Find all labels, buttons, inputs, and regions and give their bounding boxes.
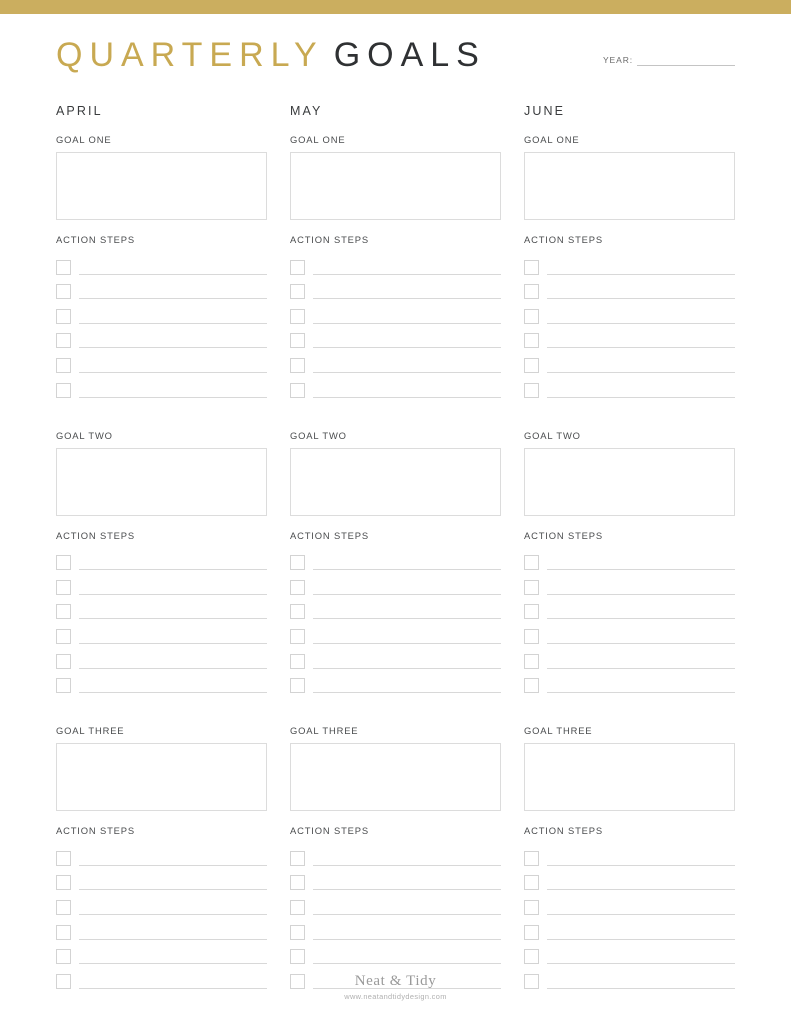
goal-input-box[interactable] [524, 743, 735, 811]
action-step-row [56, 843, 267, 868]
action-step-input-line[interactable] [79, 569, 267, 570]
action-step-row [290, 892, 501, 917]
action-step-row [524, 548, 735, 573]
action-step-row [524, 375, 735, 400]
checkbox-icon[interactable] [56, 358, 71, 373]
action-step-row [56, 277, 267, 302]
checkbox-icon[interactable] [290, 580, 305, 595]
action-step-input-line[interactable] [79, 397, 267, 398]
action-step-row [290, 572, 501, 597]
action-step-row [524, 597, 735, 622]
checkbox-icon[interactable] [56, 949, 71, 964]
checkbox-icon[interactable] [524, 333, 539, 348]
action-steps-label: ACTION STEPS [290, 529, 369, 541]
action-step-row [56, 646, 267, 671]
action-step-input-line[interactable] [79, 865, 267, 866]
action-step-row [290, 597, 501, 622]
action-step-input-line[interactable] [313, 397, 501, 398]
action-step-row [524, 942, 735, 967]
checkbox-icon[interactable] [290, 604, 305, 619]
action-step-input-line[interactable] [313, 347, 501, 348]
action-step-row [290, 843, 501, 868]
checkbox-icon[interactable] [290, 900, 305, 915]
action-step-row [56, 252, 267, 277]
action-step-row [56, 350, 267, 375]
action-step-row [290, 671, 501, 696]
action-steps-list [56, 252, 267, 400]
action-step-row [56, 942, 267, 967]
action-step-input-line[interactable] [547, 298, 735, 299]
action-step-input-line[interactable] [547, 274, 735, 275]
goal-input-box[interactable] [524, 448, 735, 516]
action-step-row [290, 277, 501, 302]
page-title-quarterly: QUARTERLY [56, 36, 324, 74]
checkbox-icon[interactable] [56, 284, 71, 299]
goal-input-box[interactable] [290, 448, 501, 516]
checkbox-icon[interactable] [524, 875, 539, 890]
action-steps-label: ACTION STEPS [290, 825, 369, 837]
action-step-row [290, 942, 501, 967]
goal-label: GOAL TWO [56, 429, 113, 441]
goal-block [524, 430, 735, 696]
goal-label: GOAL THREE [56, 725, 125, 737]
checkbox-icon[interactable] [56, 604, 71, 619]
checkbox-icon[interactable] [56, 260, 71, 275]
month-heading: JUNE [524, 104, 566, 118]
action-step-row [56, 597, 267, 622]
action-step-row [524, 621, 735, 646]
goal-block [524, 134, 735, 400]
action-step-row [56, 671, 267, 696]
checkbox-icon[interactable] [290, 555, 305, 570]
action-step-input-line[interactable] [547, 323, 735, 324]
action-step-input-line[interactable] [547, 914, 735, 915]
action-step-input-line[interactable] [79, 323, 267, 324]
checkbox-icon[interactable] [56, 383, 71, 398]
checkbox-icon[interactable] [524, 555, 539, 570]
action-steps-label: ACTION STEPS [524, 529, 603, 541]
action-step-input-line[interactable] [547, 347, 735, 348]
action-step-row [290, 646, 501, 671]
action-step-row [524, 301, 735, 326]
checkbox-icon[interactable] [56, 900, 71, 915]
action-step-row [524, 868, 735, 893]
action-step-input-line[interactable] [313, 643, 501, 644]
action-step-row [56, 868, 267, 893]
action-step-row [290, 326, 501, 351]
goal-block [56, 134, 267, 400]
action-step-input-line[interactable] [547, 618, 735, 619]
checkbox-icon[interactable] [524, 949, 539, 964]
checkbox-icon[interactable] [56, 851, 71, 866]
action-step-input-line[interactable] [313, 298, 501, 299]
checkbox-icon[interactable] [290, 260, 305, 275]
checkbox-icon[interactable] [290, 851, 305, 866]
action-step-input-line[interactable] [79, 594, 267, 595]
goal-label: GOAL TWO [524, 429, 581, 441]
checkbox-icon[interactable] [524, 260, 539, 275]
year-label: YEAR: [602, 55, 633, 65]
checkbox-icon[interactable] [524, 678, 539, 693]
year-field[interactable] [603, 55, 735, 66]
action-step-row [56, 892, 267, 917]
checkbox-icon[interactable] [56, 875, 71, 890]
action-step-input-line[interactable] [547, 668, 735, 669]
action-step-row [290, 548, 501, 573]
checkbox-icon[interactable] [290, 383, 305, 398]
action-step-input-line[interactable] [547, 372, 735, 373]
action-step-row [290, 252, 501, 277]
action-steps-label: ACTION STEPS [524, 234, 603, 245]
goal-block [524, 725, 735, 991]
goal-label: GOAL ONE [524, 134, 580, 145]
checkbox-icon[interactable] [524, 309, 539, 324]
action-step-input-line[interactable] [79, 889, 267, 890]
action-step-row [56, 326, 267, 351]
brand-url: www.neatandtidydesign.com [344, 992, 447, 1001]
goal-label: GOAL THREE [524, 725, 593, 737]
checkbox-icon[interactable] [524, 900, 539, 915]
year-input-line[interactable] [637, 65, 735, 66]
action-step-input-line[interactable] [313, 323, 501, 324]
action-steps-label: ACTION STEPS [56, 825, 135, 837]
month-column-april [56, 103, 267, 991]
action-steps-list [56, 548, 267, 696]
action-steps-list [56, 843, 267, 991]
checkbox-icon[interactable] [290, 309, 305, 324]
goal-input-box[interactable] [56, 448, 267, 516]
action-step-row [290, 917, 501, 942]
action-steps-list [290, 843, 501, 991]
action-step-row [56, 548, 267, 573]
action-step-input-line[interactable] [547, 397, 735, 398]
goal-input-box[interactable] [524, 152, 735, 220]
checkbox-icon[interactable] [56, 580, 71, 595]
action-step-input-line[interactable] [547, 963, 735, 964]
month-column-june [524, 103, 735, 991]
top-accent-bar [0, 0, 791, 14]
action-step-row [524, 277, 735, 302]
checkbox-icon[interactable] [56, 333, 71, 348]
action-step-row [56, 572, 267, 597]
action-step-row [56, 301, 267, 326]
action-step-row [56, 917, 267, 942]
action-step-input-line[interactable] [313, 963, 501, 964]
checkbox-icon[interactable] [524, 284, 539, 299]
goal-label: GOAL ONE [56, 134, 112, 145]
action-step-input-line[interactable] [313, 569, 501, 570]
action-step-row [524, 646, 735, 671]
action-step-input-line[interactable] [79, 963, 267, 964]
action-step-input-line[interactable] [79, 692, 267, 693]
goal-label: GOAL TWO [290, 429, 347, 441]
action-step-input-line[interactable] [313, 594, 501, 595]
action-step-row [524, 892, 735, 917]
goal-block [290, 725, 501, 991]
checkbox-icon[interactable] [56, 629, 71, 644]
action-step-input-line[interactable] [547, 692, 735, 693]
action-step-row [524, 671, 735, 696]
checkbox-icon[interactable] [290, 875, 305, 890]
action-step-row [524, 917, 735, 942]
action-step-input-line[interactable] [79, 668, 267, 669]
action-steps-list [524, 843, 735, 991]
checkbox-icon[interactable] [56, 925, 71, 940]
page-title-goals: GOALS [333, 36, 486, 74]
checkbox-icon[interactable] [524, 604, 539, 619]
action-steps-list [524, 252, 735, 400]
action-step-row [524, 252, 735, 277]
month-columns [56, 103, 735, 991]
action-step-input-line[interactable] [313, 618, 501, 619]
checkbox-icon[interactable] [524, 925, 539, 940]
action-step-row [524, 350, 735, 375]
goal-block [56, 430, 267, 696]
month-heading: MAY [290, 104, 323, 118]
brand-name: Neat & Tidy [354, 973, 437, 989]
action-step-input-line[interactable] [547, 594, 735, 595]
goal-input-box[interactable] [290, 743, 501, 811]
checkbox-icon[interactable] [524, 580, 539, 595]
action-step-row [524, 326, 735, 351]
action-step-input-line[interactable] [79, 914, 267, 915]
goal-label: GOAL ONE [290, 134, 346, 145]
action-steps-label: ACTION STEPS [290, 234, 369, 245]
goal-label: GOAL THREE [290, 725, 359, 737]
action-step-input-line[interactable] [79, 372, 267, 373]
action-steps-label: ACTION STEPS [56, 234, 135, 245]
checkbox-icon[interactable] [56, 678, 71, 693]
action-step-row [290, 621, 501, 646]
checkbox-icon[interactable] [290, 629, 305, 644]
month-column-may [290, 103, 501, 991]
checkbox-icon[interactable] [56, 309, 71, 324]
action-step-row [524, 843, 735, 868]
action-steps-list [524, 548, 735, 696]
action-steps-list [290, 548, 501, 696]
checkbox-icon[interactable] [290, 284, 305, 299]
checkbox-icon[interactable] [524, 851, 539, 866]
action-step-row [290, 868, 501, 893]
action-step-row [56, 621, 267, 646]
month-heading: APRIL [56, 104, 103, 118]
checkbox-icon[interactable] [290, 333, 305, 348]
page-footer [0, 972, 791, 1002]
checkbox-icon[interactable] [290, 654, 305, 669]
action-step-input-line[interactable] [547, 865, 735, 866]
checkbox-icon[interactable] [290, 949, 305, 964]
action-step-input-line[interactable] [79, 939, 267, 940]
checkbox-icon[interactable] [56, 555, 71, 570]
action-steps-list [290, 252, 501, 400]
checkbox-icon[interactable] [290, 678, 305, 693]
goal-block [290, 430, 501, 696]
action-step-input-line[interactable] [79, 618, 267, 619]
action-step-input-line[interactable] [79, 298, 267, 299]
page-header [56, 33, 735, 85]
action-step-row [290, 350, 501, 375]
action-step-input-line[interactable] [313, 889, 501, 890]
action-step-input-line[interactable] [313, 939, 501, 940]
action-step-row [290, 375, 501, 400]
checkbox-icon[interactable] [56, 654, 71, 669]
action-step-input-line[interactable] [313, 274, 501, 275]
checkbox-icon[interactable] [524, 358, 539, 373]
checkbox-icon[interactable] [524, 629, 539, 644]
checkbox-icon[interactable] [524, 383, 539, 398]
goal-block [290, 134, 501, 400]
goal-block [56, 725, 267, 991]
action-step-input-line[interactable] [313, 668, 501, 669]
goal-input-box[interactable] [290, 152, 501, 220]
action-step-input-line[interactable] [313, 692, 501, 693]
action-step-input-line[interactable] [313, 865, 501, 866]
action-step-input-line[interactable] [547, 889, 735, 890]
action-step-input-line[interactable] [547, 569, 735, 570]
action-step-input-line[interactable] [79, 347, 267, 348]
action-step-row [524, 572, 735, 597]
action-step-row [56, 375, 267, 400]
page-title [56, 33, 486, 77]
checkbox-icon[interactable] [290, 925, 305, 940]
action-step-row [290, 301, 501, 326]
action-steps-label: ACTION STEPS [56, 529, 135, 541]
checkbox-icon[interactable] [290, 358, 305, 373]
action-step-input-line[interactable] [547, 643, 735, 644]
checkbox-icon[interactable] [524, 654, 539, 669]
goal-input-box[interactable] [56, 152, 267, 220]
goal-input-box[interactable] [56, 743, 267, 811]
action-step-input-line[interactable] [313, 914, 501, 915]
action-steps-label: ACTION STEPS [524, 825, 603, 837]
action-step-input-line[interactable] [79, 274, 267, 275]
action-step-input-line[interactable] [313, 372, 501, 373]
action-step-input-line[interactable] [79, 643, 267, 644]
action-step-input-line[interactable] [547, 939, 735, 940]
